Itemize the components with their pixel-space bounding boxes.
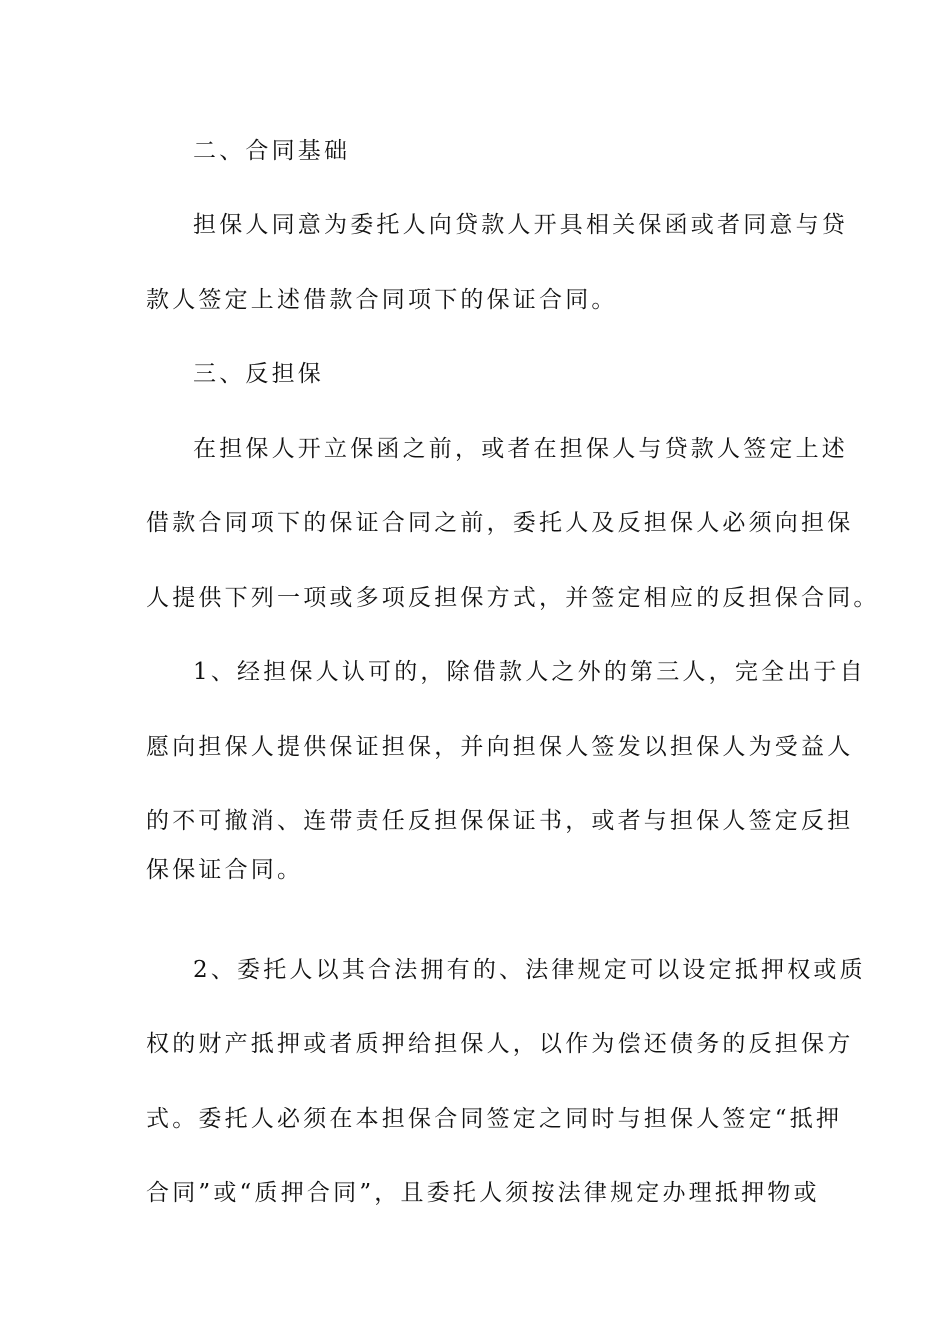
paragraph-line: 款人签定上述借款合同项下的保证合同。 (146, 287, 618, 313)
list-item-line: 2、委托人以其合法拥有的、法律规定可以设定抵押权或质 (193, 957, 866, 983)
list-item-line: 1、经担保人认可的，除借款人之外的第三人，完全出于自 (193, 659, 866, 685)
list-item-line: 的不可撤消、连带责任反担保保证书，或者与担保人签定反担 (146, 808, 854, 834)
list-item-line: 合同”或“质押合同”，且委托人须按法律规定办理抵押物或 (146, 1180, 820, 1206)
list-item-line: 式。委托人必须在本担保合同签定之同时与担保人签定“抵押 (146, 1106, 843, 1132)
paragraph-line: 在担保人开立保函之前，或者在担保人与贷款人签定上述 (193, 436, 848, 462)
paragraph-line: 人提供下列一项或多项反担保方式，并签定相应的反担保合同。 (146, 585, 880, 611)
paragraph-line: 借款合同项下的保证合同之前，委托人及反担保人必须向担保 (146, 510, 854, 536)
list-item-line: 保保证合同。 (146, 857, 304, 883)
list-item-line: 权的财产抵押或者质押给担保人，以作为偿还债务的反担保方 (146, 1031, 854, 1057)
section-heading-contract-basis: 二、合同基础 (193, 138, 351, 164)
paragraph-line: 担保人同意为委托人向贷款人开具相关保函或者同意与贷 (193, 212, 848, 238)
list-item-line: 愿向担保人提供保证担保，并向担保人签发以担保人为受益人 (146, 734, 854, 760)
section-heading-counter-guarantee: 三、反担保 (193, 361, 324, 387)
